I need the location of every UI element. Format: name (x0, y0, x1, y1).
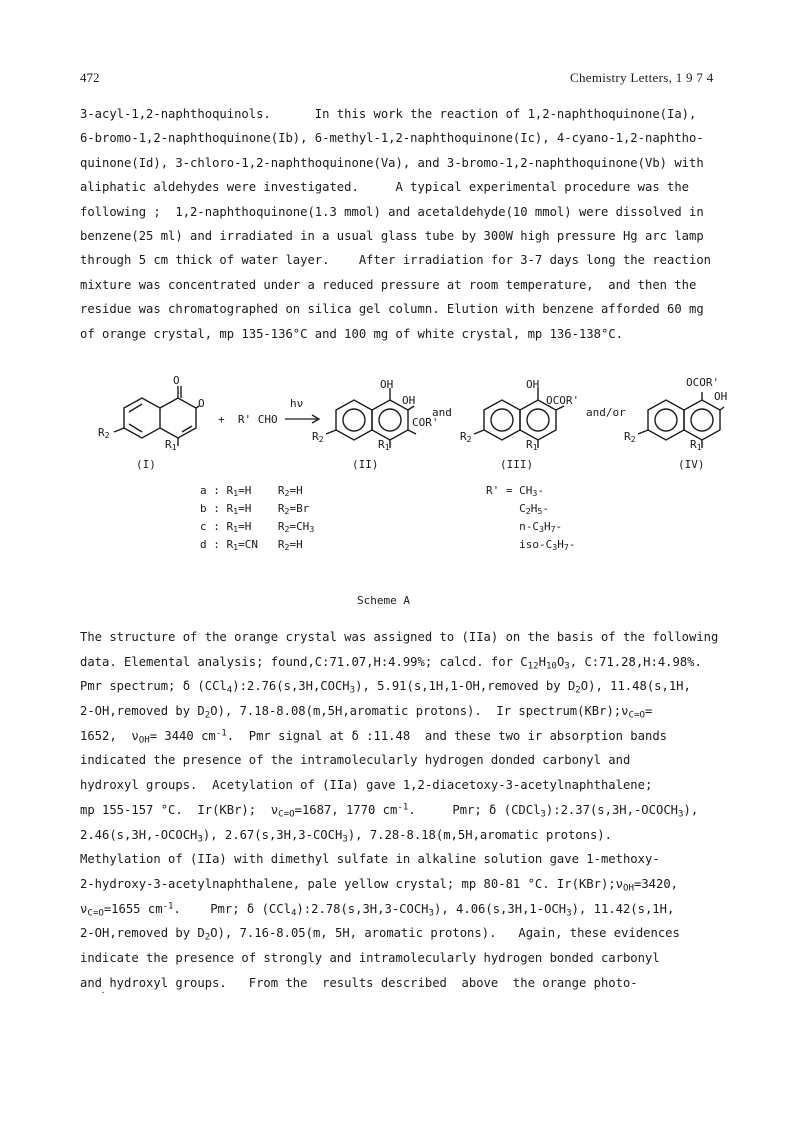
text-line: hydroxyl groups. Acetylation of (IIa) gave 1,2-diacetoxy-3-acetylnaphthalene; (80, 778, 653, 793)
compound-IV-structure (638, 392, 724, 448)
label-R2: $R_2$ (624, 430, 636, 445)
journal-header: Chemistry Letters, 1 9 7 4 (570, 70, 714, 85)
label-OH: OH (526, 378, 540, 391)
text-line: quinone(Id), 3-chloro-1,2-naphthoquinone(Va), and 3-bromo-1,2-naphthoquinone(Vb) with (80, 155, 704, 170)
label-OH: OH (714, 390, 728, 403)
text-line: The structure of the orange crystal was assigned to (IIa) on the basis of the following (80, 630, 719, 644)
text-line: 6-bromo-1,2-naphthoquinone(Ib), 6-methyl-1,2-naphthoquinone(Ic), 4-cyano-1,2-naphtho- (80, 131, 704, 146)
r-prime-row: $R' = CH_3-$ (486, 484, 544, 499)
paragraph-2 (80, 625, 745, 995)
label-R2: $R_2$ (312, 430, 324, 445)
paragraph-1 (80, 102, 745, 346)
text-line: $\nu_{C=O}=1655$ $cm^{-1}$. Pmr; δ $(CCl_4):2.78(s,3H,3-COCH_3)$, $4.06(s,3H,1-OCH_3)$, 11.42(s,1H, (80, 901, 675, 918)
label-R1: $R_1$ (378, 438, 390, 453)
and-or-label: and/or (586, 406, 626, 419)
compound-label-II: (II) (352, 458, 379, 471)
text-line: indicated the presence of the intramolecularly hydrogen donded carbonyl and (80, 753, 631, 768)
text-line: 2-OH,removed by $D_2O$), 7.18-8.08(m,5H,aromatic protons). Ir $spectrum(KBr);\nu_{C=O}=$ (80, 704, 653, 721)
r-prime-row: iso-$C_3H_7-$ (486, 538, 576, 553)
label-OCOR: OCOR' (686, 376, 720, 389)
text-line: benzene(25 ml) and irradiated in a usual glass tube by 300W high pressure Hg arc lamp (80, 228, 704, 243)
text-line: 1652, $\nu_{OH}= 3440$ $cm^{-1}$. Pmr signal at δ :11.48 and these two ir absorption bands (80, 728, 667, 746)
text-line: Methylation of (IIa) with dimethyl sulfate in alkaline solution gave 1-methoxy- (80, 852, 660, 867)
text-line: of orange crystal, mp 135-136°C and 100 mg of white crystal, mp 136-138°C. (80, 326, 623, 341)
label-O-carbonyl-2: O (198, 397, 205, 410)
compound-label-III: (III) (500, 458, 534, 471)
label-R2: $R_2$ (460, 430, 472, 445)
text-line: and hydroxyl groups. From the results described above the orange photo- (80, 975, 638, 990)
scheme-caption: Scheme A (357, 594, 410, 607)
arrow (285, 415, 319, 423)
reagent-label: + R' CHO (218, 413, 278, 426)
substituent-row: c : $R_1=H$ $R_2=CH_3$ (200, 520, 315, 535)
label-R2: $R_2$ (98, 426, 110, 441)
reaction-scheme (0, 372, 793, 612)
text-line: residue was chromatographed on silica gel column. Elution with benzene afforded 60 mg (80, 302, 704, 317)
text-line: through 5 cm thick of water layer. After irradiation for 3-7 days long the reaction (80, 253, 712, 268)
compound-label-IV: (IV) (678, 458, 705, 471)
r-prime-row: $n-C_3H_7-$ (486, 520, 563, 535)
text-line: aliphatic aldehydes were investigated. A typical experimental procedure was the (80, 180, 690, 195)
label-O-carbonyl: O (173, 374, 180, 387)
r-prime-list (486, 482, 575, 554)
text-line: 2-hydroxy-3-acetylnaphthalene, pale yellow crystal; mp 80-81 °C. $Ir(KBr);\nu_{OH}=3420$, (80, 876, 679, 894)
compound-I-structure (114, 386, 199, 446)
text-line: data. Elemental analysis; found,C:71.07,H:4.99%; calcd. for $C_{12}H_{10}O_3$, C:71.28,H:4.98%. (80, 654, 702, 671)
text-line: indicate the presence of strongly and intramolecularly hydrogen bonded carbonyl (80, 950, 660, 965)
label-OCOR: OCOR' (546, 394, 580, 407)
label-R1: $R_1$ (526, 438, 538, 453)
label-COR: COR' (412, 416, 439, 429)
text-line: Pmr spectrum; δ $(CCl_4):2.76(s,3H,COCH_3)$, 5.91(s,1H,1-OH,removed by $D_2O$), 11.48(s,1H, (80, 679, 691, 696)
scan-speck (102, 992, 104, 993)
text-line: 2-OH,removed by $D_2O$), 7.16-8.05(m, 5H, aromatic protons). Again, these evidences (80, 926, 680, 943)
page-number: 472 (80, 70, 100, 85)
substituent-row: a : $R_1=H$ $R_2=H$ (200, 484, 303, 499)
scheme-structures (0, 372, 793, 492)
label-R1: $R_1$ (690, 438, 702, 453)
substituent-row: d : $R_1=CN$ $R_2=H$ (200, 538, 303, 553)
r-prime-row: $C_2H_5-$ (486, 502, 549, 517)
text-line: mp 155-157 °C. Ir(KBr); $\nu_{C=O}=1687$, 1770 $cm^{-1}$. Pmr; δ $(CDCl_3):2.37(s,3H,-OCOCH_3)$, (80, 802, 699, 820)
and-label: and (432, 406, 452, 419)
text-line: following ; 1,2-naphthoquinone(1.3 mmol) and acetaldehyde(10 mmol) were dissolved in (80, 204, 704, 219)
arrow-label: hν (290, 397, 304, 410)
text-line: 3-acyl-1,2-naphthoquinols. In this work the reaction of 1,2-naphthoquinone(Ia), (80, 107, 697, 121)
label-OH-2: OH (402, 394, 416, 407)
label-OH: OH (380, 378, 394, 391)
label-R1: $R_1$ (165, 438, 177, 453)
text-line: $2.46(s,3H,-OCOCH_3)$, $2.67(s,3H,3-COCH_3)$, 7.28-8.18(m,5H,aromatic protons). (80, 827, 612, 844)
substituent-table (200, 482, 314, 554)
text-line: mixture was concentrated under a reduced pressure at room temperature, and then the (80, 277, 697, 292)
compound-label-I: (I) (136, 458, 156, 471)
substituent-row: b : $R_1=H$ $R_2=Br$ (200, 502, 310, 517)
